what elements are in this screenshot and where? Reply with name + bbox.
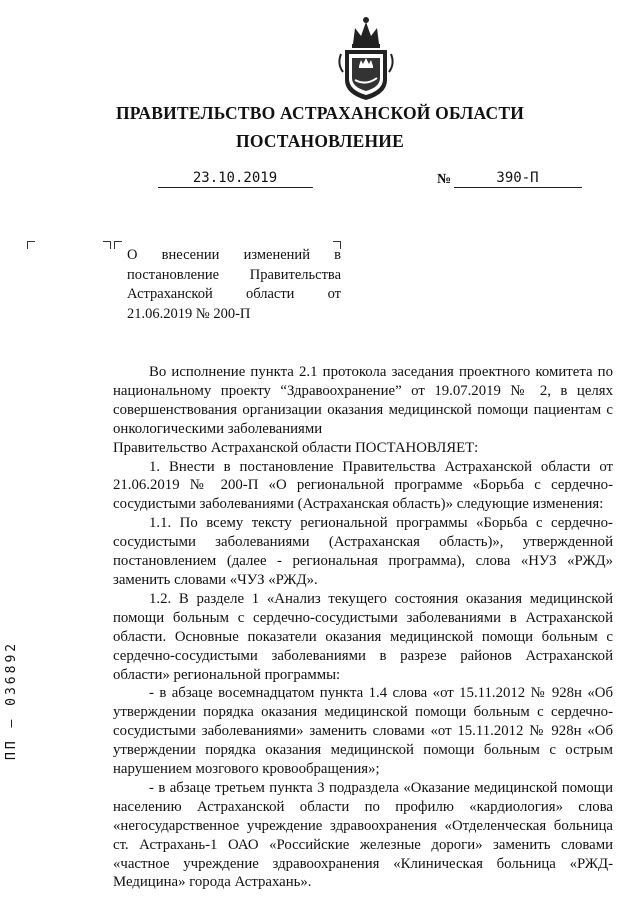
body-paragraph: 1.2. В разделе 1 «Анализ текущего состояния оказания медицинской помощи больным с сердечно-сосудистыми заболеваниями в Астраханской области. Основные показатели оказания медицинской помощи больным с сердечно-сосудистыми заболеваниями в разрезе районов Астраханской области» региональной программы: <box>113 590 613 683</box>
body-paragraph: 1.1. По всему тексту региональной программы «Борьба с сердечно-сосудистыми заболеваниями (Астраханская область)», утвержденной постановлением (далее - региональная программа), слова «НУЗ «РЖД» заменить словами «ЧУЗ «РЖД». <box>113 515 613 588</box>
body-paragraph: Во исполнение пункта 2.1 протокола заседания проектного комитета по национальному проекту “Здравоохранение” от 19.07.2019 № 2, в целях совершенствования организации оказания медицинской помощи пациентам с онкологическими заболеваниями <box>113 364 613 437</box>
body-paragraph: - в абзаце третьем пункта 3 подраздела «Оказание медицинской помощи населению Астраханской области по профилю «кардиология» слова «негосударственное учреждение здравоохранения «Отделенческая больница ст. Астрахань-1 ОАО «Российские железные дороги» заменить словами «частное учреждение здравоохранения «Клиническая больница «РЖД-Медицина» города Астрахань». <box>113 779 613 891</box>
resolution-statement: Правительство Астраханской области ПОСТАНОВЛЯЕТ: <box>113 439 479 456</box>
document-type-title: ПОСТАНОВЛЕНИЕ <box>236 131 404 151</box>
side-serial-code: ПП – 036892 <box>4 640 19 760</box>
body-paragraph: - в абзаце восемнадцатом пункта 1.4 слова «от 15.11.2012 № 928н «Об утверждении порядка оказания медицинской помощи больным с сердечно-сосудистыми заболеваниями» заменить словами «от 15.11.2012 № 928н «Об утверждении порядка оказания медицинской помощи больным с острым нарушением мозгового кровообращения»; <box>113 685 613 778</box>
government-title: ПРАВИТЕЛЬСТВО АСТРАХАНСКОЙ ОБЛАСТИ <box>115 103 525 123</box>
corner-mark <box>114 241 122 249</box>
number-underline <box>454 187 582 188</box>
body-paragraph: 1. Внести в постановление Правительства Астраханской области от 21.06.2019 № 200-П «О региональной программе «Борьба с сердечно-сосудистыми заболеваниями (Астраханская область)» следующие изменения: <box>113 458 613 513</box>
document-date: 23.10.2019 <box>192 170 278 186</box>
date-underline <box>158 187 313 188</box>
document-number: 390-П <box>496 170 539 186</box>
document-subject: О внесении изменений в постановление Правительства Астраханской области от 21.06.2019 № 200-П <box>127 247 341 322</box>
document-body <box>113 363 613 892</box>
coat-of-arms-emblem <box>335 14 397 102</box>
number-label: № <box>437 172 452 187</box>
corner-mark <box>103 241 111 249</box>
corner-mark <box>27 241 35 249</box>
